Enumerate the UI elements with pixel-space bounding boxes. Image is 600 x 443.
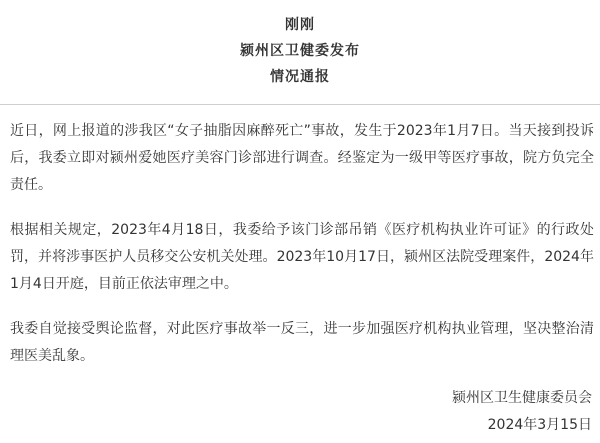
signature-block <box>452 385 592 439</box>
header-publisher: 颍州区卫健委发布 <box>240 43 360 59</box>
paragraph-penalty: 根据相关规定，2023年4月18日，我委给予该门诊部吊销《医疗机构执业许可证》的行政处罚，并将涉事医护人员移交公安机关处理。2023年10月17日，颍州区法院受理案件，2024年1月4日开庭，目前正依法审理之中。 <box>10 222 594 292</box>
header-tag: 刚刚 <box>285 17 315 33</box>
header-divider <box>0 104 600 105</box>
paragraph-commitment: 我委自觉接受舆论监督，对此医疗事故举一反三，进一步加强医疗机构执业管理，坚决整治清理医美乱象。 <box>10 321 594 364</box>
notice-body <box>10 118 594 370</box>
header-title: 情况通报 <box>270 69 330 85</box>
signature-org: 颍州区卫生健康委员会 <box>452 390 592 406</box>
notice-header <box>0 0 600 90</box>
signature-date: 2024年3月15日 <box>487 417 592 433</box>
paragraph-incident: 近日，网上报道的涉我区“女子抽脂因麻醉死亡”事故，发生于2023年1月7日。当天接到投诉后，我委立即对颍州爱她医疗美容门诊部进行调查。经鉴定为一级甲等医疗事故，院方负完全责任。 <box>10 123 594 193</box>
